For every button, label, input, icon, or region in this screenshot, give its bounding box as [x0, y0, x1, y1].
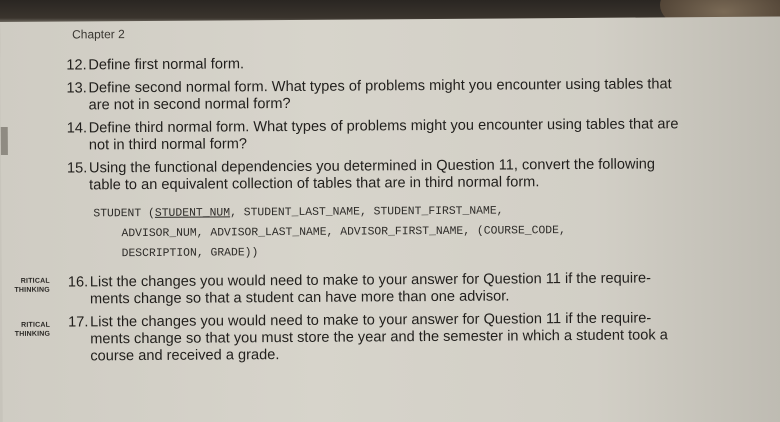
question-16 [14, 270, 758, 309]
primary-key: STUDENT_NUM [154, 207, 231, 220]
code-line: ADVISOR_NUM, ADVISOR_LAST_NAME, ADVISOR_FIRST_NAME, (COURSE_CODE, [121, 225, 566, 241]
question-number: 14. [66, 120, 88, 137]
question-12 [66, 53, 756, 75]
question-text: Define first normal form. [88, 56, 245, 74]
question-number: 16. [67, 274, 89, 291]
code-line: DESCRIPTION, GRADE)) [121, 247, 259, 261]
page-edge-tab [1, 127, 8, 155]
question-15 [67, 156, 757, 195]
question-text-line: are not in second normal form? [88, 95, 291, 114]
question-17 [14, 310, 758, 366]
table-definition [93, 200, 757, 265]
question-text-line: ments change so that a student can have more than one advisor. [89, 288, 510, 308]
textbook-page [0, 16, 780, 422]
question-14 [67, 116, 757, 155]
question-text-line: table to an equivalent collection of tables that are in third normal form. [89, 174, 540, 194]
question-number: 12. [66, 57, 87, 74]
question-text-line: Define second normal form. What types of problems might you encounter using tables that [88, 76, 672, 97]
question-text-line: ments change so that you must store the year and the semester in which a student took a [90, 327, 668, 348]
code-prefix: STUDENT ( [93, 207, 155, 221]
question-text-line: Define third normal form. What types of problems might you encounter using tables that are [88, 116, 679, 137]
critical-thinking-label: RITICAL THINKING [14, 277, 50, 294]
critical-thinking-label: RITICAL THINKING [14, 321, 51, 338]
question-number: 13. [66, 80, 87, 97]
question-text-line: Using the functional dependencies you determined in Question 11, convert the following [88, 156, 656, 177]
chapter-heading: Chapter 2 [72, 27, 125, 42]
question-13 [66, 76, 756, 115]
question-text-line: not in third normal form? [88, 136, 248, 154]
question-text-line: course and received a grade. [90, 347, 280, 365]
question-text-line: List the changes you would need to make to your answer for Question 11 if the require- [90, 310, 652, 331]
question-number: 15. [66, 160, 88, 177]
question-number: 17. [68, 314, 89, 331]
questions-list [14, 53, 758, 372]
code-rest: , STUDENT_LAST_NAME, STUDENT_FIRST_NAME, [230, 205, 504, 220]
question-text-line: List the changes you would need to make to your answer for Question 11 if the require- [89, 270, 651, 291]
